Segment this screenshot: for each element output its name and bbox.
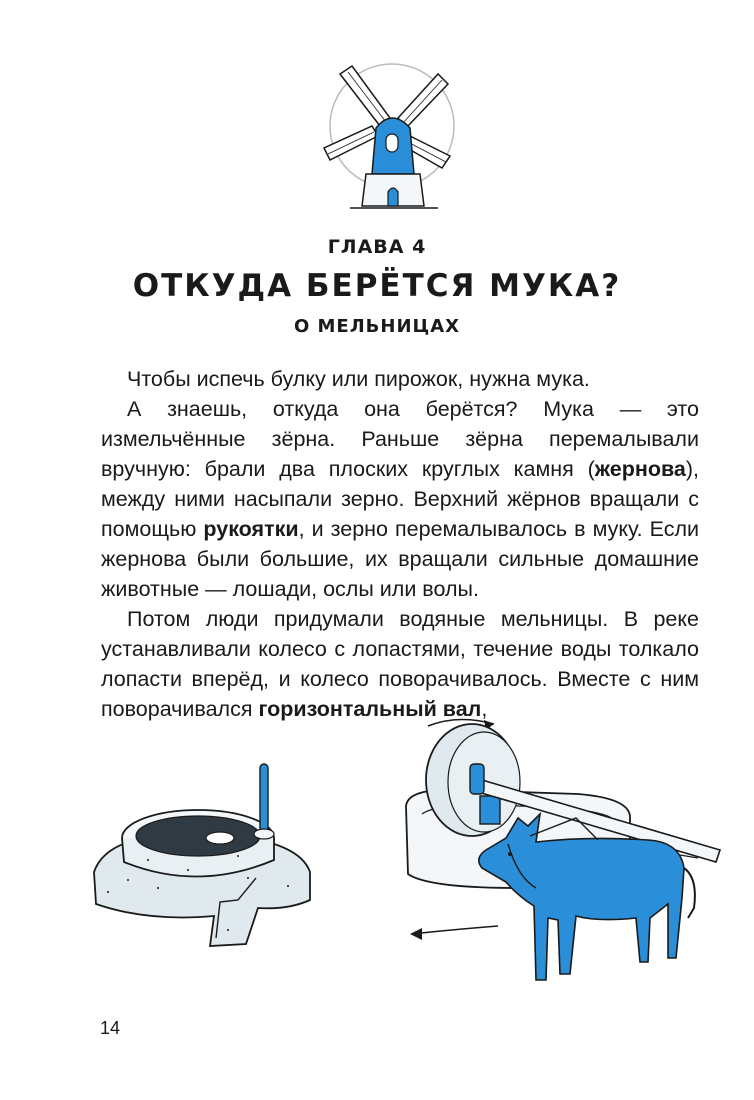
paragraph-text: ), между ними насыпали зерно. Верхний жёрнов вращали с помощью [101,457,699,541]
chapter-title: ОТКУДА БЕРЁТСЯ МУКА? [132,268,622,304]
page-number: 14 [100,1018,121,1038]
donkey-mill-icon [398,718,728,1008]
term-millstones: жернова [594,457,686,481]
chapter-label: ГЛАВА 4 [327,236,427,258]
paragraph-text: А знаешь, откуда она берётся? Мука — это измельчённые зёрна. Раньше зёрна перемалывали вручную: брали два плоских круглых камня ( [101,397,699,481]
millstone-icon [88,760,328,960]
body-text [101,364,699,724]
paragraph-3 [101,604,699,724]
paragraph-text: Чтобы испечь булку или пирожок, нужна мука. [127,367,590,391]
paragraph-1 [101,364,699,394]
term-horizontal-shaft: горизонтальный вал [258,697,482,721]
paragraph-text: Потом люди придумали водяные мельницы. В реке устанавливали колесо с лопастями, течение воды толкало лопасти вперёд, и колесо поворачивалось. Вместе с ним поворачивался [101,607,699,721]
paragraph-text: , и зерно перемалывалось в муку. Если жернова были большие, их вращали сильные домашние животные — лошади, ослы или волы. [101,517,699,601]
windmill-icon [320,56,470,216]
paragraph-2 [101,394,699,604]
chapter-subtitle: О МЕЛЬНИЦАХ [293,316,461,337]
term-handle: рукоятки [203,517,299,541]
paragraph-text: , [481,697,488,721]
